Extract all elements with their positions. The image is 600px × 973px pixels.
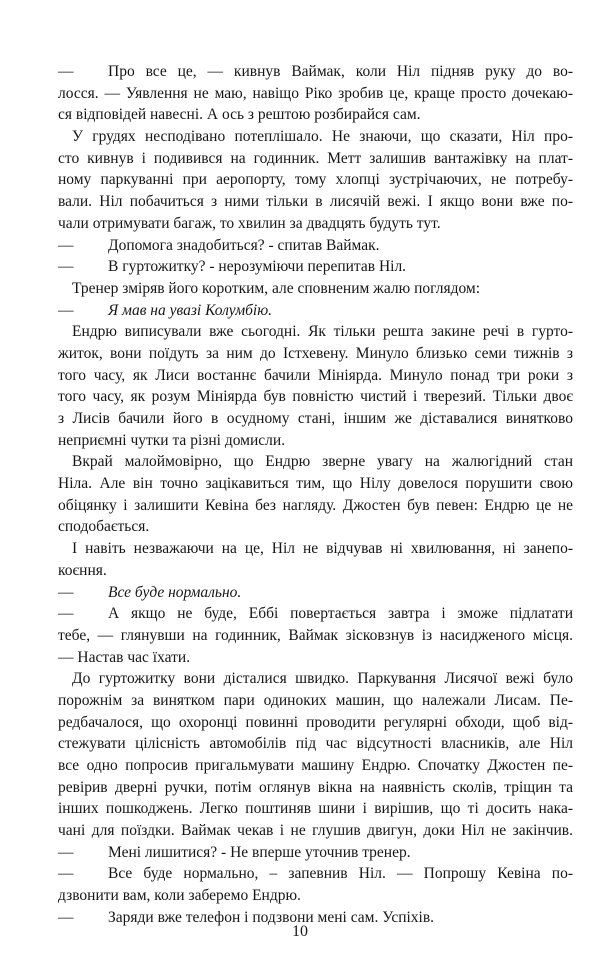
line-text: редбачалося, що охоронці повинні проводити регулярні обходи, щоб від- — [58, 713, 573, 731]
line-text: Заряди вже телефон і подзвони мені сам. Успіхів. — [108, 908, 435, 926]
line-text: У грудях несподівано потеплішало. Не знаючи, що сказати, Ніл про- — [72, 128, 573, 146]
text-line — [58, 690, 573, 712]
line-text: — Настав час їхати. — [58, 648, 191, 666]
line-text: дзвонити вам, коли заберемо Ендрю. — [58, 887, 301, 905]
line-text: того часу, як розум Мініярда був повністю чистий і тверезий. Тільки двоє — [58, 388, 573, 406]
text-line — [58, 191, 573, 213]
text-line — [58, 300, 573, 322]
line-text: ному паркуванні при аеропорту, тому хлопці зустрічаючих, не потребу- — [58, 171, 573, 189]
dialogue-dash: — — [58, 63, 74, 80]
line-text: Про все це, — кивнув Ваймак, коли Ніл підняв руку до во- — [108, 63, 573, 80]
line-text: обіцянку і залишити Кевіна без нагляду. Джостен був певен: Ендрю це не — [58, 496, 573, 514]
text-line — [58, 755, 573, 777]
text-line — [58, 842, 573, 864]
line-text: неприємні чутки та різні домисли. — [58, 431, 286, 449]
line-text: ся відповідей навесні. А ось з рештою розбирайся сам. — [58, 106, 421, 124]
line-text: Мені лишитися? - Не вперше уточнив тренер. — [108, 843, 411, 861]
line-text: ревірив дверні ручки, потім оглянув вікна на наявність сколів, тріщин та — [58, 778, 573, 796]
line-text: Я мав на увазі Колумбію. — [108, 301, 273, 319]
page-body-text — [58, 61, 573, 929]
line-text: А якщо не буде, Еббі повертається завтра і зможе підлатати — [108, 605, 573, 623]
line-text: вали. Ніл побачиться з ними тільки в лисячій вежі. І якщо вони вже по- — [58, 193, 573, 211]
line-text: В гуртожитку? - нерозуміючи перепитав Ніл. — [108, 258, 407, 276]
text-line — [58, 386, 573, 408]
line-text: з Лисів бачили його в осудному стані, іншим же діставалися винятково — [58, 410, 573, 427]
line-text: коєння. — [58, 561, 107, 579]
dialogue-dash: — — [58, 236, 74, 254]
text-line — [58, 712, 573, 734]
text-line — [58, 625, 573, 647]
text-line — [58, 668, 573, 690]
text-line — [58, 516, 573, 538]
line-text: сподобається. — [58, 518, 150, 536]
text-line — [58, 148, 573, 170]
text-line — [58, 647, 573, 669]
text-line — [58, 343, 573, 365]
text-line — [58, 885, 573, 907]
text-line — [58, 451, 573, 473]
line-text: Ніла. Але він точно зацікавиться тим, що Нілу довелося порушити свою — [58, 475, 573, 493]
dialogue-dash: — — [58, 865, 74, 883]
line-text: Все буде нормально, – запевнив Ніл. — Попрошу Кевіна по- — [108, 865, 573, 883]
text-line — [58, 321, 573, 343]
line-text: Все буде нормально. — [108, 583, 242, 601]
text-line — [58, 495, 573, 517]
line-text: Ендрю виписували вже сьогодні. Як тільки решта закине речі в гурто- — [72, 323, 573, 341]
line-text: тебе, — глянувши на годинник, Ваймак зісковзнув із насидженого місця. — [58, 626, 573, 644]
text-line — [58, 83, 573, 105]
dialogue-dash: — — [58, 843, 74, 861]
text-line — [58, 798, 573, 820]
line-text: Допомога знадобиться? - спитав Ваймак. — [108, 236, 380, 254]
text-line — [58, 820, 573, 842]
text-line — [58, 104, 573, 126]
text-line — [58, 213, 573, 235]
text-line — [58, 538, 573, 560]
line-text: порожнім за винятком пари одиноких машин, що належали Лисам. Пе- — [58, 691, 573, 709]
dialogue-dash: — — [58, 258, 74, 276]
text-line — [58, 473, 573, 495]
text-line — [58, 777, 573, 799]
line-text: житок, вони поїдуть за ним до Істхевену. Минуло близько семи тижнів з — [58, 344, 573, 362]
dialogue-dash: — — [58, 583, 74, 601]
line-text: інших пошкоджень. Легко поштиняв шини і вирішив, що ті досить нака- — [58, 800, 573, 818]
page-number: 10 — [292, 923, 308, 940]
line-text: Вкрай малоймовірно, що Ендрю зверне увагу на жалюгідний стан — [72, 453, 573, 471]
line-text: чали отримувати багаж, то хвилин за двадцять будуть тут. — [58, 214, 441, 232]
text-line — [58, 582, 573, 604]
text-line — [58, 733, 573, 755]
line-text: чані для поїздки. Ваймак чекав і не глушив двигун, доки Ніл не закінчив. — [58, 822, 573, 840]
text-line — [58, 256, 573, 278]
line-text: все одно попросив пригальмувати машину Ендрю. Спочатку Джостен пе- — [58, 757, 573, 774]
text-line — [58, 560, 573, 582]
text-line — [58, 430, 573, 452]
text-line — [58, 61, 573, 83]
dialogue-dash: — — [58, 605, 74, 623]
line-text: стежувати цілісність автомобілів під час відсутності власників, але Ніл — [58, 735, 573, 753]
dialogue-dash: — — [58, 301, 74, 319]
text-line — [58, 169, 573, 191]
text-line — [58, 278, 573, 300]
text-line — [58, 365, 573, 387]
dialogue-dash: — — [58, 908, 74, 926]
text-line — [58, 235, 573, 257]
text-line — [58, 863, 573, 885]
text-line — [58, 126, 573, 148]
line-text: І навіть незважаючи на це, Ніл не відчував ні хвилювання, ні занепо- — [72, 540, 573, 558]
line-text: лосся. — Уявлення не маю, навіщо Ріко зробив це, краще просто дочекаю- — [58, 84, 573, 102]
line-text: сто кивнув і подивився на годинник. Метт залишив вантажівку на плат- — [58, 149, 573, 167]
text-line — [58, 603, 573, 625]
line-text: того часу, як Лиси востаннє бачили Мініярда. Минуло понад три роки з — [58, 366, 573, 384]
line-text: До гуртожитку вони дісталися швидко. Паркування Лисячої вежі було — [72, 670, 573, 688]
text-line — [58, 408, 573, 430]
line-text: Тренер зміряв його коротким, але сповненим жалю поглядом: — [72, 279, 481, 297]
